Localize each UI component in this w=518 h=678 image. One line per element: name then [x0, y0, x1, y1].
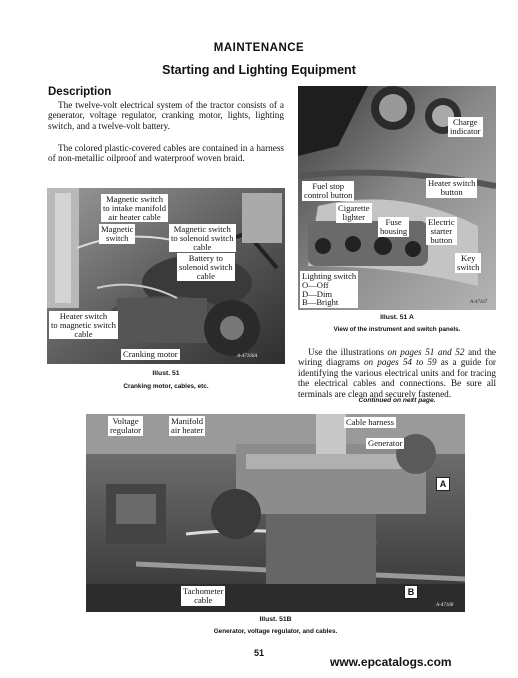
illust-51a-photo: [298, 86, 496, 310]
label-magnetic-switch: Magnetic switch: [101, 224, 134, 243]
illust-51b-photo: [86, 414, 465, 612]
label-heater-switch-button: Heater switch button: [428, 178, 476, 197]
illust-51b-caption: Generator, voltage regulator, and cables.: [213, 628, 338, 635]
illust-51-title: Illust. 51: [152, 370, 180, 377]
continued-note: Continued on next page.: [358, 397, 436, 404]
illust-51-caption: Cranking motor, cables, etc.: [123, 383, 209, 390]
label-generator: Generator: [368, 438, 403, 448]
label-electric-starter-button: Electric starter button: [428, 217, 455, 245]
photo-code: A-47166A: [237, 354, 258, 359]
callout-badge-a: A: [436, 477, 450, 491]
page-number: 51: [253, 648, 264, 658]
label-battery-to-solenoid-cable: Battery to solenoid switch cable: [179, 253, 233, 281]
page-title: Starting and Lighting Equipment: [162, 63, 356, 77]
label-charge-indicator: Charge indicator: [450, 117, 481, 136]
illust-51b-title: Illust. 51B: [259, 616, 292, 623]
label-manifold-air-heater: Manifold air heater: [171, 416, 204, 435]
watermark-link[interactable]: www.epcatalogs.com: [330, 655, 452, 669]
description-paragraph: The colored plastic-covered cables are contained in a harness of non-metallic oilproof and waterproof woven braid.: [48, 143, 284, 164]
photo-code: A-47168: [436, 603, 454, 608]
illust-51-photo: [47, 188, 285, 364]
instructions-paragraph: Use the illustrations on pages 51 and 52 and the wiring diagrams on pages 54 to 59 as a guide for identifying the various electrical units and for tracing the electrical cables and connections. Be sure all terminals are clean and securely fastened.: [298, 347, 496, 399]
label-tachometer-cable: Tachometer cable: [183, 586, 224, 605]
label-fuse-housing: Fuse housing: [380, 217, 408, 236]
label-fuel-stop-button: Fuel stop control button: [304, 181, 353, 200]
label-magnetic-switch-heater-cable: Magnetic switch to intake manifold air heater cable: [103, 194, 167, 222]
section-title: MAINTENANCE: [213, 42, 305, 54]
illust-51a-title: Illust. 51 A: [380, 314, 414, 321]
label-cigarette-lighter: Cigarette lighter: [338, 203, 370, 222]
description-heading: Description: [48, 86, 112, 98]
label-key-switch: Key switch: [457, 253, 480, 272]
label-magnetic-to-solenoid-cable: Magnetic switch to solenoid switch cable: [171, 224, 234, 252]
generator-photo-image: [86, 414, 465, 612]
label-lighting-switch: Lighting switch O—Off D—Dim B—Bright: [302, 271, 357, 308]
photo-code: A-47167: [470, 300, 488, 305]
label-voltage-regulator: Voltage regulator: [110, 416, 142, 435]
label-cranking-motor: Cranking motor: [123, 349, 178, 359]
illust-51a-caption: View of the instrument and switch panels.: [333, 326, 461, 333]
label-cable-harness: Cable harness: [346, 417, 394, 427]
label-heater-to-magnetic-cable: Heater switch to magnetic switch cable: [51, 311, 116, 339]
description-paragraph: The twelve-volt electrical system of the tractor consists of a generator, voltage regulator, cranking motor, lights, lighting switch, and a twelve-volt battery.: [48, 100, 284, 131]
callout-badge-b: B: [404, 585, 418, 599]
